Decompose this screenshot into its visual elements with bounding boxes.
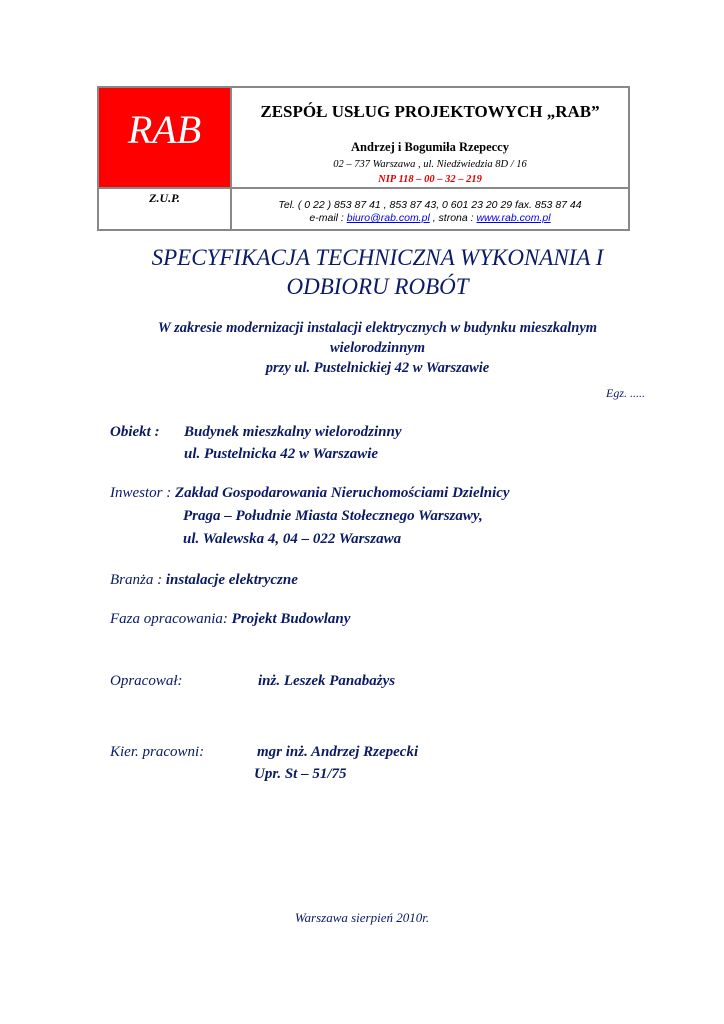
opracowal-label: Opracował: — [110, 673, 183, 689]
place-date: Warszawa sierpień 2010r. — [294, 910, 430, 925]
scope-line: wielorodzinnym — [329, 340, 426, 356]
company-address: 02 – 737 Warszawa , ul. Niedźwiedzia 8D / 16 — [333, 159, 527, 170]
obiekt-line: Budynek mieszkalny wielorodzinny — [184, 424, 402, 440]
company-nip: NIP 118 – 00 – 32 – 219 — [378, 174, 482, 185]
email-link[interactable]: biuro@rab.com.pl — [346, 212, 430, 224]
obiekt-label: Obiekt : — [110, 424, 160, 440]
title-line: ODBIORU ROBÓT — [286, 274, 469, 299]
website-link[interactable]: www.rab.com.pl — [476, 212, 551, 224]
branza-value: instalacje elektryczne — [165, 572, 298, 588]
opracowal-value: inż. Leszek Panabażys — [258, 673, 396, 689]
title-line: SPECYFIKACJA TECHNICZNA WYKONANIA I — [151, 245, 604, 270]
inwestor-line: Praga – Południe Miasta Stołecznego Warszawy, — [183, 508, 483, 524]
logo-text: RAB — [127, 107, 202, 152]
company-logo — [99, 88, 230, 187]
faza-row — [110, 608, 350, 630]
copy-number: Egz. ..... — [606, 386, 645, 400]
company-owners: Andrzej i Bogumiła Rzepeccy — [351, 140, 509, 154]
kier-label: Kier. pracowni: — [110, 744, 205, 760]
scope-line: W zakresie modernizacji instalacji elektrycznych w budynku mieszkalnym — [157, 320, 598, 336]
company-contacts — [232, 212, 628, 224]
site-prefix: , strona : — [429, 212, 477, 224]
inwestor-line: ul. Walewska 4, 04 – 022 Warszawa — [183, 531, 402, 547]
scope-description — [100, 318, 655, 378]
inwestor-line: Zakład Gospodarowania Nieruchomościami Dzielnicy — [175, 485, 510, 501]
scope-line: przy ul. Pustelnickiej 42 w Warszawie — [265, 360, 490, 376]
branza-row — [110, 569, 298, 591]
obiekt-line: ul. Pustelnicka 42 w Warszawie — [184, 446, 379, 462]
email-prefix: e-mail : — [309, 212, 347, 224]
company-phones: Tel. ( 0 22 ) 853 87 41 , 853 87 43, 0 601 23 20 29 fax. 853 87 44 — [278, 199, 582, 211]
kier-value: mgr inż. Andrzej Rzepecki — [257, 744, 419, 760]
faza-value: Projekt Budowlany — [231, 611, 351, 627]
inwestor-row — [110, 482, 510, 504]
logo-subtitle: Z.U.P. — [149, 191, 180, 205]
branza-label: Branża : — [110, 572, 166, 588]
divider — [99, 187, 628, 189]
faza-label: Faza opracowania: — [110, 611, 232, 627]
company-name: ZESPÓŁ USŁUG PROJEKTOWYCH „RAB” — [260, 102, 600, 121]
inwestor-label: Inwestor : — [110, 485, 175, 501]
document-title — [100, 243, 655, 301]
kier-license: Upr. St – 51/75 — [254, 766, 347, 782]
